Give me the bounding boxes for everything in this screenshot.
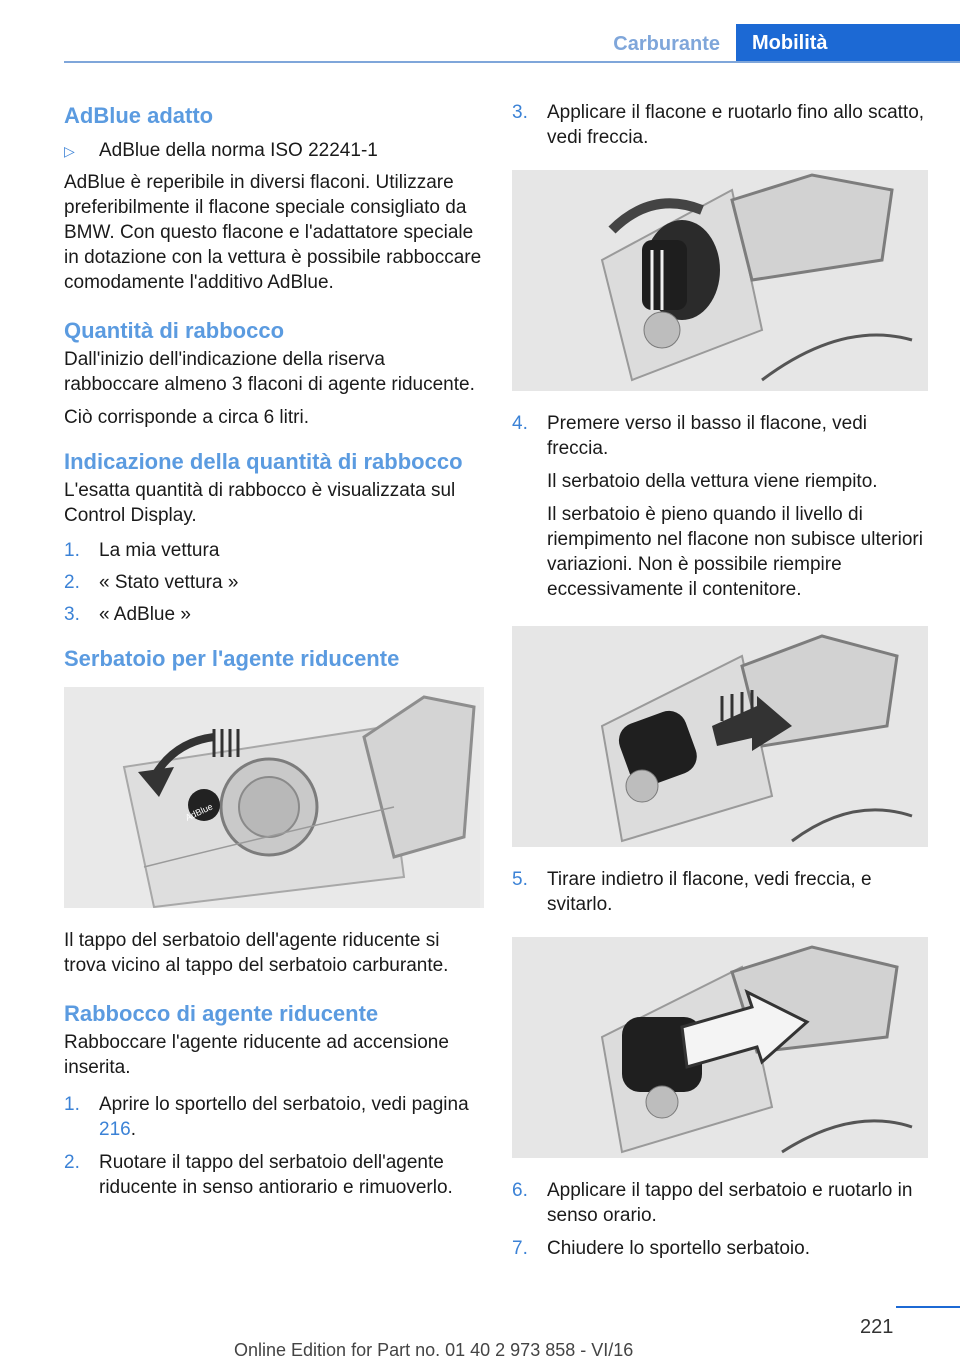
step-text-part: Aprire lo sportello del serbatoio, vedi pagina — [99, 1094, 469, 1115]
figure-pull-bottle — [512, 937, 928, 1158]
step-number: 4. — [512, 413, 528, 434]
step-number: 2. — [64, 1152, 80, 1173]
heading-indicazione: Indicazione della quantità di rabbocco — [64, 449, 463, 474]
step-text: Tirare indietro il flacone, vedi freccia, e svitarlo. — [547, 869, 872, 915]
header-rule — [64, 61, 960, 63]
footer-edition: Online Edition for Part no. 01 40 2 973 858 - VI/16 — [234, 1340, 634, 1360]
triangle-bullet-icon: ▷ — [64, 143, 75, 159]
list-item-step-4 — [512, 411, 928, 461]
heading-adblue-adatto: AdBlue adatto — [64, 103, 214, 128]
bullet-text: AdBlue della norma ISO 22241-1 — [99, 140, 378, 161]
step-text: Chiudere lo sportello serbatoio. — [547, 1238, 810, 1259]
menu-steps-list — [64, 538, 484, 627]
menu-item-label: « AdBlue » — [99, 604, 191, 625]
step-number: 2. — [64, 572, 80, 593]
step-number: 7. — [512, 1238, 528, 1259]
step-text: Ruotare il tappo del serbatoio dell'agente riducente in senso antiorario e rimuoverlo. — [99, 1152, 453, 1198]
list-item-step-2 — [64, 1150, 484, 1200]
step-number: 3. — [64, 604, 80, 625]
list-item-step-5 — [512, 867, 928, 917]
heading-quantita-rabbocco: Quantità di rabbocco — [64, 318, 285, 343]
paragraph-tappo-posizione: Il tappo del serbatoio dell'agente riducente si trova vicino al tappo del serbatoio carburante. — [64, 930, 449, 976]
step-text-part: . — [130, 1119, 136, 1140]
paragraph-accensione: Rabboccare l'agente riducente ad accensione inserita. — [64, 1032, 449, 1078]
page-number: 221 — [860, 1316, 894, 1338]
tab-chapter-mobilita[interactable]: Mobilità — [736, 24, 960, 63]
paragraph-control-display: L'esatta quantità di rabbocco è visualizzata sul Control Display. — [64, 480, 456, 526]
heading-serbatoio: Serbatoio per l'agente riducente — [64, 646, 400, 671]
paragraph-riempito: Il serbatoio della vettura viene riempito. — [547, 471, 878, 492]
page-link-216[interactable]: 216 — [99, 1119, 131, 1140]
menu-item-label: « Stato vettura » — [99, 572, 239, 593]
footer-rule — [896, 1306, 960, 1308]
menu-item — [64, 602, 484, 627]
left-column — [64, 100, 484, 1200]
list-item — [64, 138, 484, 164]
right-column — [512, 100, 928, 1261]
menu-item-label: La mia vettura — [99, 540, 220, 561]
step-text: Applicare il tappo del serbatoio e ruotarlo in senso orario. — [547, 1180, 913, 1226]
paragraph-litri: Ciò corrisponde a circa 6 litri. — [64, 407, 309, 428]
figure-reductant-tank-cap — [64, 687, 484, 908]
step-text: Premere verso il basso il flacone, vedi freccia. — [547, 413, 867, 459]
adblue-cap-label: AdBlue — [183, 801, 215, 823]
menu-item — [64, 538, 484, 563]
step-text: Applicare il flacone e ruotarlo fino allo scatto, vedi freccia. — [547, 102, 925, 148]
paragraph-adblue-info: AdBlue è reperibile in diversi flaconi. Utilizzare preferibilmente il flacone speciale consigliato da BMW. Con questo flacone e l'adattatore speciale in dotazione con la vettura è possibile rabboccare comodamente l'additivo AdBlue. — [64, 172, 482, 293]
paragraph-riserva: Dall'inizio dell'indicazione della riserva rabboccare almeno 3 flaconi di agente riducente. — [64, 349, 475, 395]
step-number: 1. — [64, 1094, 80, 1115]
list-item-step-3 — [512, 100, 928, 150]
paragraph-pieno: Il serbatoio è pieno quando il livello di riempimento nel flacone non subisce ulteriori variazioni. Non è possibile riempire eccessivamente il contenitore. — [547, 504, 923, 600]
step-number: 6. — [512, 1180, 528, 1201]
heading-rabbocco-agente: Rabbocco di agente riducente — [64, 1001, 379, 1026]
menu-item — [64, 570, 484, 595]
step-number: 3. — [512, 102, 528, 123]
list-item-step-1 — [64, 1092, 484, 1142]
step-number: 1. — [64, 540, 80, 561]
tab-section-carburante[interactable]: Carburante — [613, 33, 720, 55]
list-item-step-7 — [512, 1236, 928, 1261]
step-number: 5. — [512, 869, 528, 890]
figure-apply-bottle — [512, 170, 928, 391]
step-text — [99, 1092, 484, 1142]
list-item-step-6 — [512, 1178, 928, 1228]
figure-press-bottle — [512, 626, 928, 847]
